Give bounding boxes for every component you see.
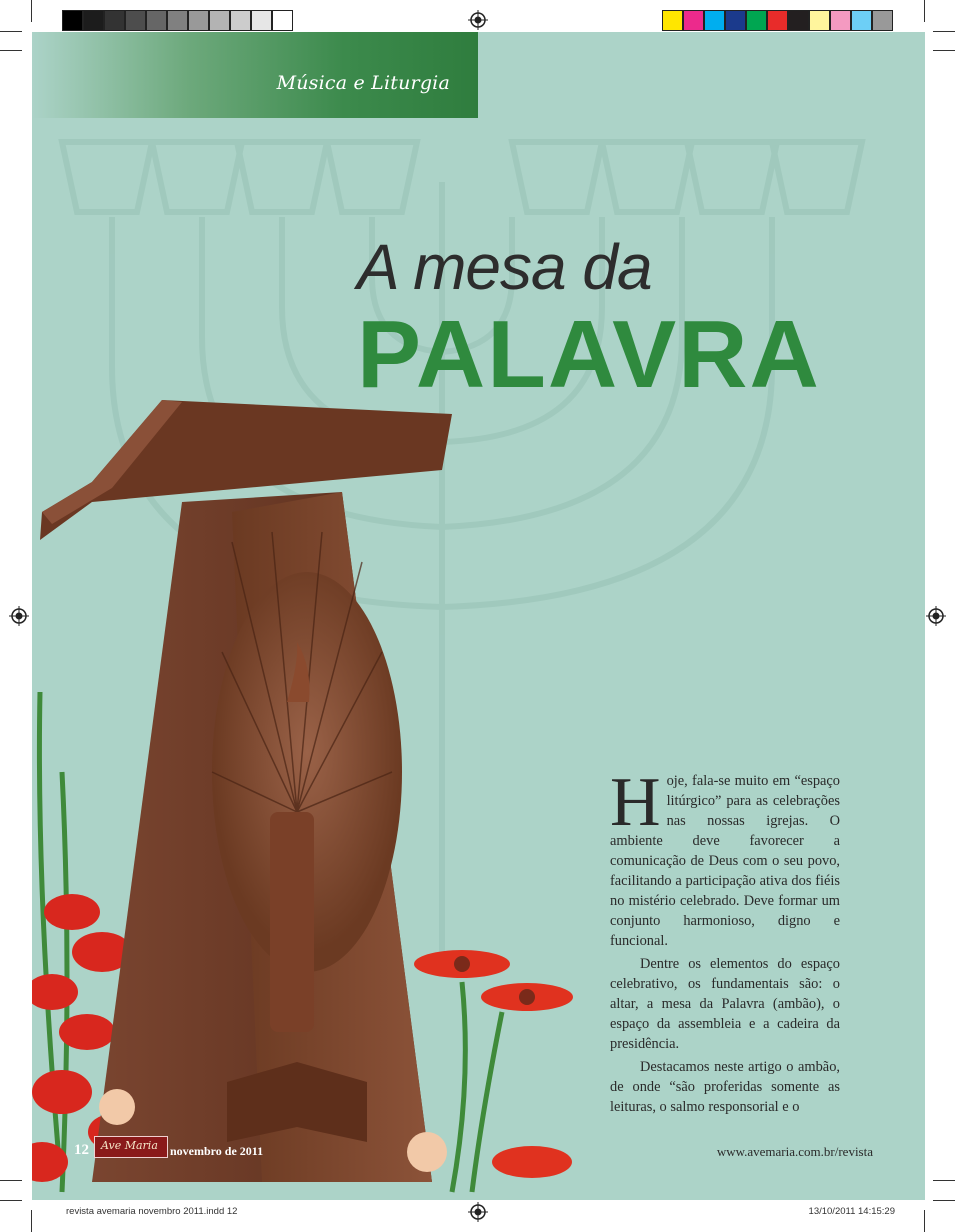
paragraph-text: oje, fala-se muito em “espaço litúrgico” para as celebrações nas nossas igrejas. O ambiente deve favorecer a comunicação de Deus com o seu povo, facilitando a participação ativa dos fiéis no mistério celebrado. Deve formar um conjunto harmonioso, digno e funcional. bbox=[610, 773, 840, 949]
drop-cap: H bbox=[610, 764, 661, 841]
registration-mark-icon bbox=[468, 1202, 488, 1222]
article-body bbox=[610, 764, 840, 1117]
section-label: Música e Liturgia bbox=[276, 72, 450, 94]
article-paragraph bbox=[610, 764, 840, 951]
print-slug-timestamp: 13/10/2011 14:15:29 bbox=[808, 1206, 895, 1217]
registration-mark-icon bbox=[926, 606, 946, 626]
magazine-logo-text: Ave Maria bbox=[101, 1139, 158, 1152]
magazine-logo bbox=[94, 1136, 168, 1158]
article-title-line2: PALAVRA bbox=[357, 301, 821, 408]
registration-mark-icon bbox=[468, 10, 488, 30]
article-paragraph: Dentre os elementos do espaço celebrativo, os fundamentais são: o altar, a mesa da Palavra (ambão), o espaço da assembleia e a cadeira da presidência. bbox=[610, 956, 840, 1052]
section-header bbox=[32, 32, 478, 118]
print-slug-file: revista avemaria novembro 2011.indd 12 bbox=[66, 1206, 238, 1217]
ambo-photo bbox=[32, 392, 592, 1200]
website-url[interactable]: www.avemaria.com.br/revista bbox=[716, 1144, 873, 1159]
issue-date: novembro de 2011 bbox=[170, 1144, 264, 1158]
article-title-line1: A mesa da bbox=[357, 231, 652, 303]
registration-mark-icon bbox=[9, 606, 29, 626]
magazine-page bbox=[32, 32, 925, 1200]
page-number: 12 bbox=[74, 1142, 89, 1158]
article-paragraph: Destacamos neste artigo o ambão, de onde “são proferidas somente as leituras, o salmo responsorial e o bbox=[610, 1059, 840, 1115]
